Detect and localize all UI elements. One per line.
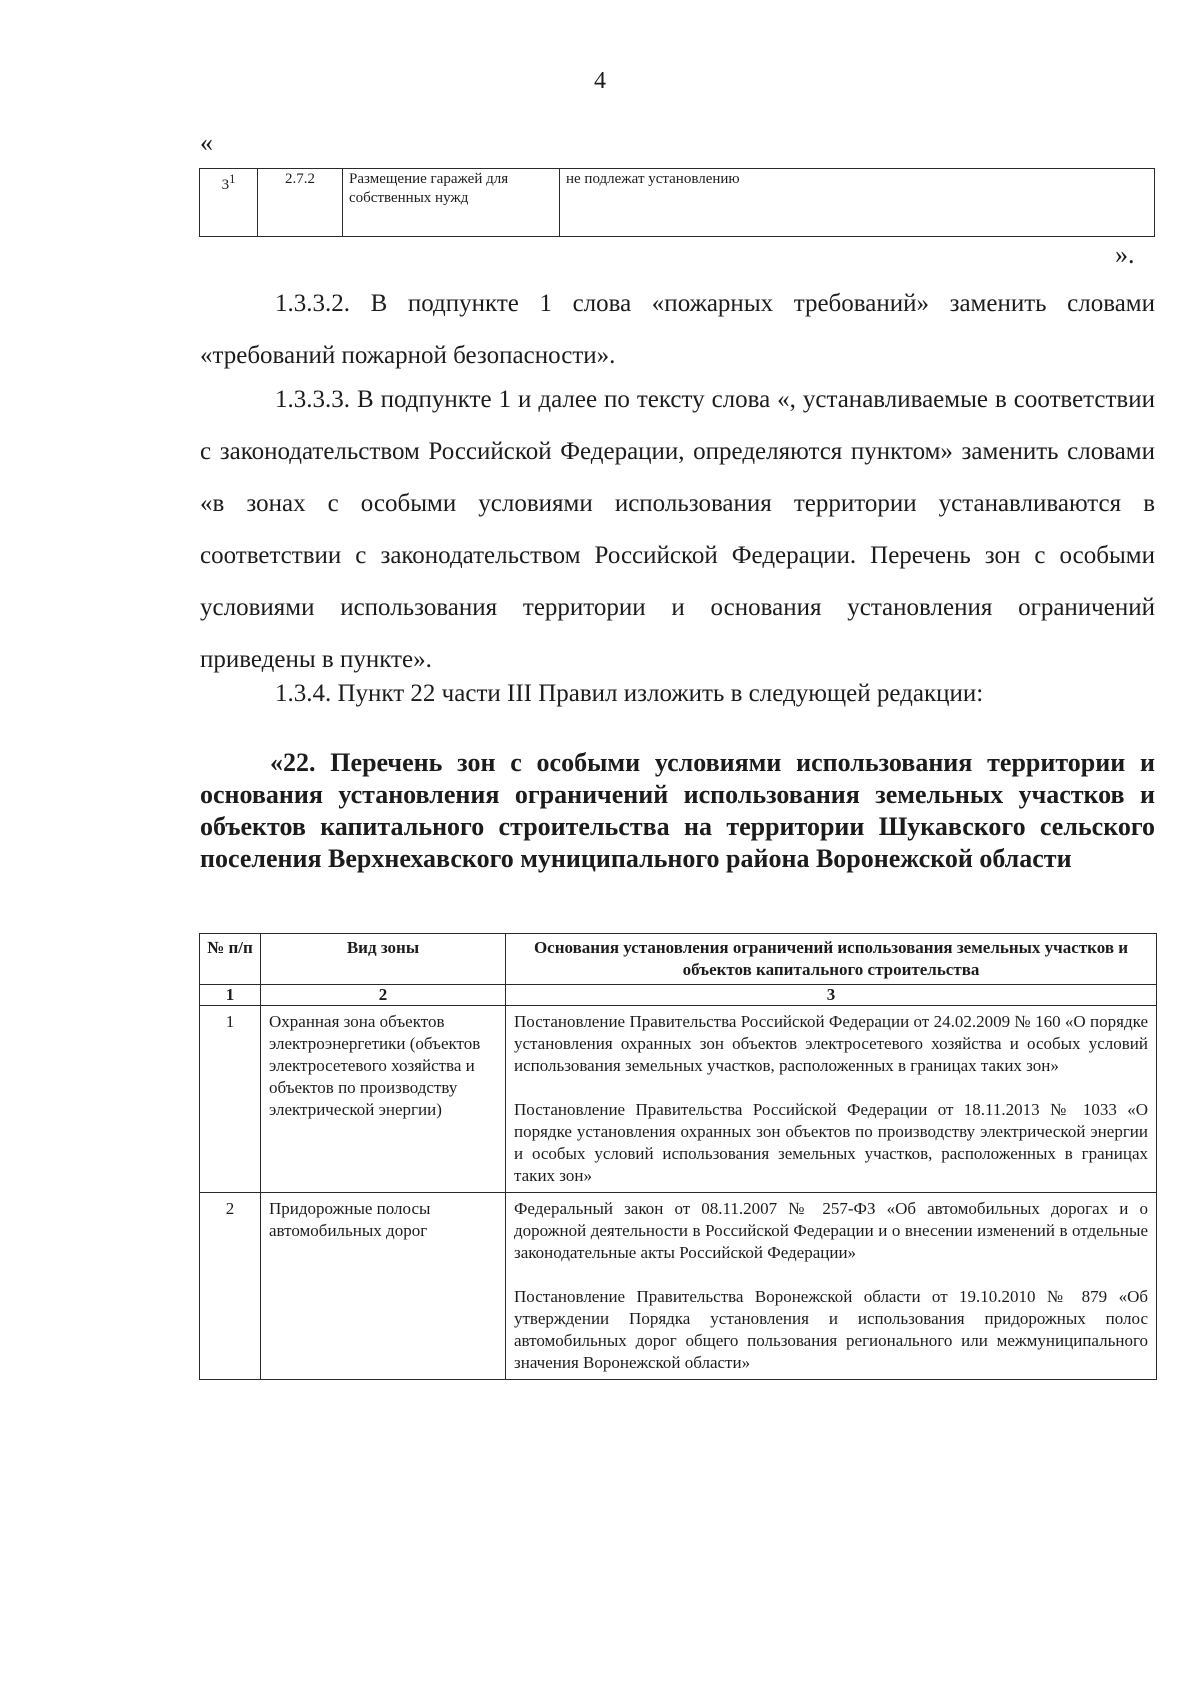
header-number: № п/п [200,934,261,985]
table-row [200,169,1155,237]
table-header-row [200,934,1157,985]
quote-open-mark: « [200,128,213,157]
legal-document: Федеральный закон от 08.11.2007 № 257-ФЗ «Об автомобильных дорогах и о дорожной деятельности в Российской Федерации и о внесении изменений в отдельные законодательные акты Российской Федерации» [514,1199,1148,1262]
row-value-cell: не подлежат установлению [560,169,1155,237]
header-grounds: Основания установления ограничений использования земельных участков и объектов капитального строительства [506,934,1157,985]
row-number: 2 [200,1193,261,1380]
legal-document: Постановление Правительства Воронежской области от 19.10.2010 № 879 «Об утверждении Порядка установления и использования придорожных полос автомобильных дорог общего пользования регионального или межмуниципального значения Воронежской области» [514,1287,1148,1372]
table-row [200,1193,1157,1380]
zones-table [199,933,1157,1380]
paragraph-1-3-4: 1.3.4. Пункт 22 части III Правил изложить в следующей редакции: [275,680,984,707]
column-number: 2 [261,985,506,1006]
column-number: 3 [506,985,1157,1006]
row-name-cell: Размещение гаражей для собственных нужд [343,169,560,237]
page-number: 4 [594,68,606,94]
column-number: 1 [200,985,261,1006]
zone-type: Охранная зона объектов электроэнергетики (объектов электросетевого хозяйства и объектов по производству электрической энергии) [261,1006,506,1193]
section-heading: «22. Перечень зон с особыми условиями использования территории и основания установления ограничений использования земельных участков и объектов капитального строительства на территории Шукавского сельского поселения Верхнехавского муниципального района Воронежской области [200,748,1155,873]
amendment-table [199,168,1155,237]
column-number-row [200,985,1157,1006]
zone-type: Придорожные полосы автомобильных дорог [261,1193,506,1380]
paragraph-1-3-3-3: 1.3.3.3. В подпункте 1 и далее по тексту слова «, устанавливаемые в соответствии с законодательством Российской Федерации, определяются пунктом» заменить словами «в зонах с особыми условиями использования территории устанавливаются в соответствии с законодательством Российской Федерации. Перечень зон с особыми условиями использования территории и основания установления ограничений приведены в пункте». [200,386,1155,673]
header-zone-type: Вид зоны [261,934,506,985]
paragraph-1-3-3-2: 1.3.3.2. В подпункте 1 слова «пожарных требований» заменить словами «требований пожарной безопасности». [200,290,1155,369]
row-number: 3 [221,177,230,193]
row-number: 1 [200,1006,261,1193]
table-row [200,1006,1157,1193]
legal-document: Постановление Правительства Российской Федерации от 18.11.2013 № 1033 «О порядке установления охранных зон объектов по производству электрической энергии и особых условий использования земельных участков, расположенных в границах таких зон» [514,1100,1148,1185]
row-number-cell [200,169,258,237]
grounds-cell [506,1006,1157,1193]
row-code-cell: 2.7.2 [258,169,343,237]
quote-close-mark: ». [1115,240,1135,269]
legal-document: Постановление Правительства Российской Федерации от 24.02.2009 № 160 «О порядке установления охранных зон объектов электросетевого хозяйства и особых условий использования земельных участков, расположенных в границах таких зон» [514,1012,1148,1075]
grounds-cell [506,1193,1157,1380]
row-number-superscript: 1 [229,172,236,186]
